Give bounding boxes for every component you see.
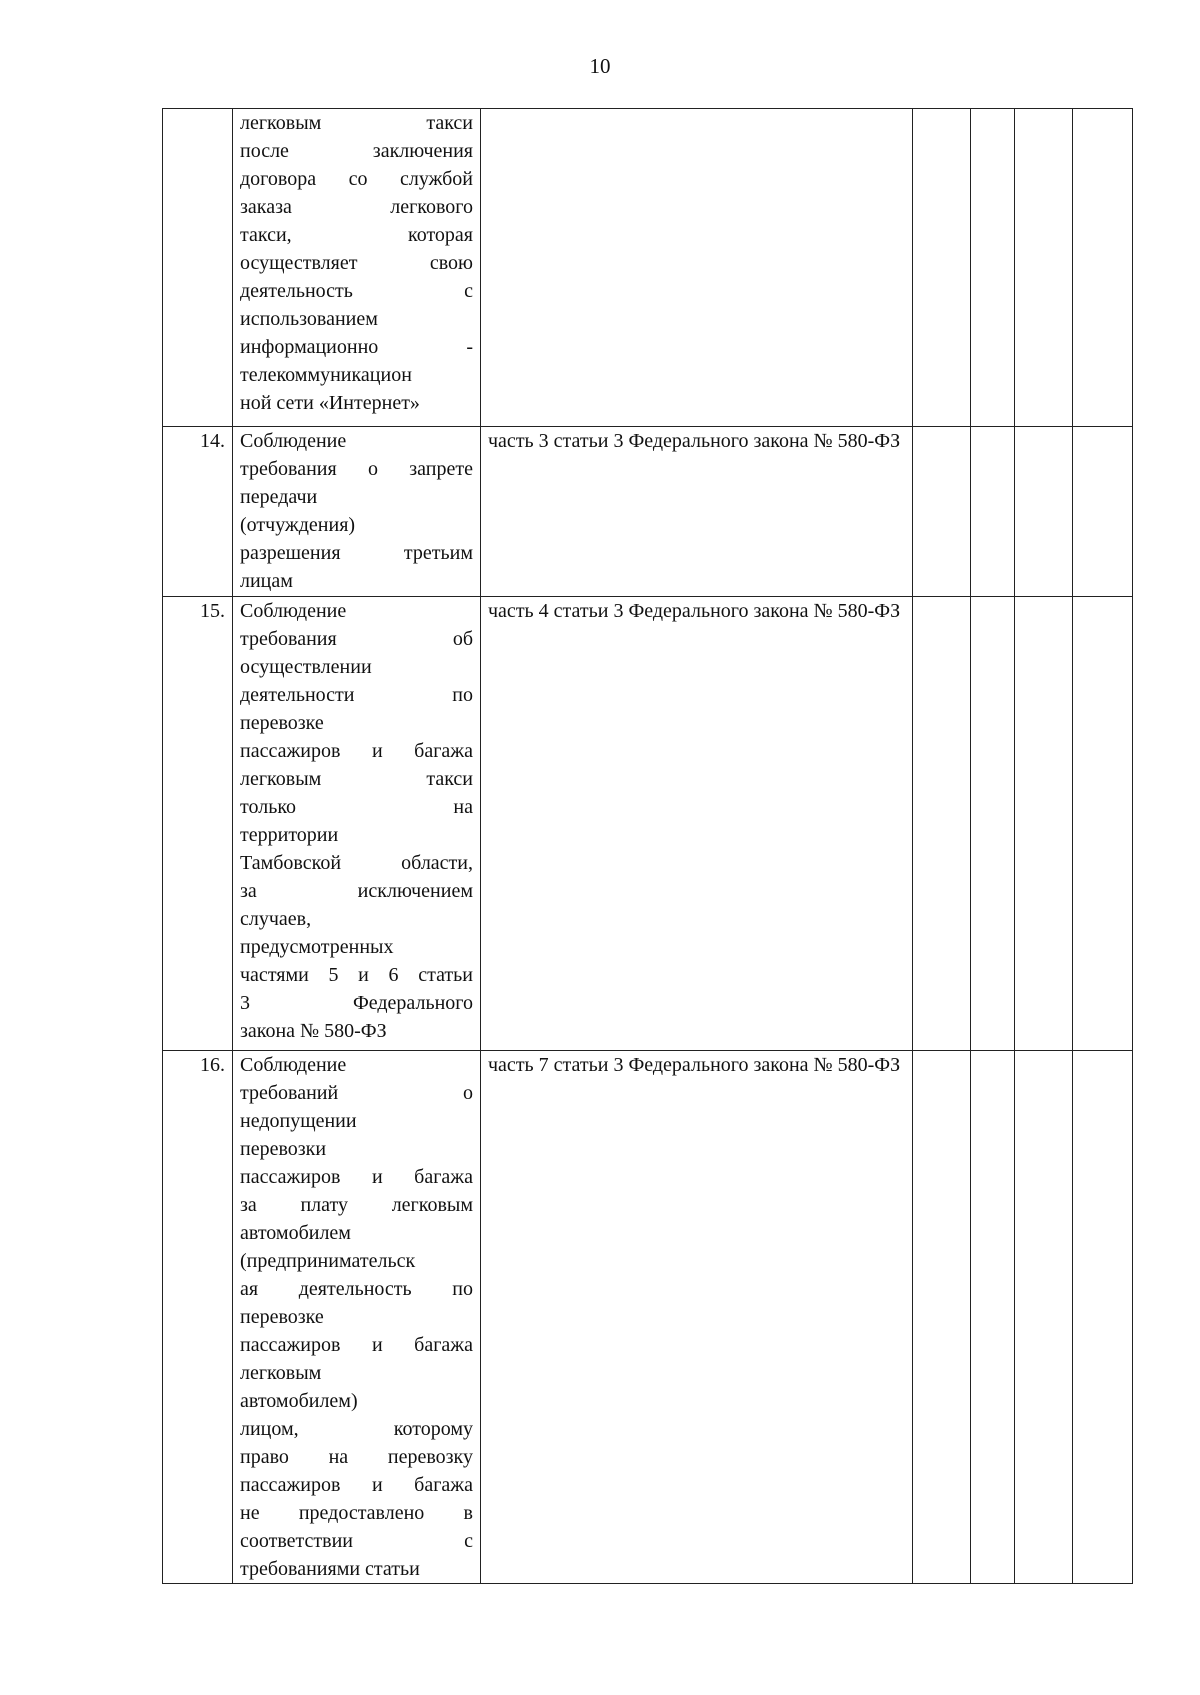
answer-no-cell [971, 109, 1015, 427]
note-cell [1073, 109, 1133, 427]
requirement-line: заказа легкового [240, 196, 473, 218]
requirement-line: Соблюдение [240, 430, 347, 452]
requirement-line: Соблюдение [240, 600, 347, 622]
requirement-line: не предоставлено в [240, 1502, 473, 1524]
requirement-cell [233, 597, 481, 1051]
not-applicable-cell [1015, 597, 1073, 1051]
requirement-line: закона № 580-ФЗ [240, 1020, 387, 1042]
row-number: 14. [163, 427, 233, 597]
table-row [163, 1051, 1133, 1584]
not-applicable-cell [1015, 427, 1073, 597]
requirement-line: такси, которая [240, 224, 473, 246]
requirement-line: (отчуждения) [240, 514, 356, 536]
requirement-line: деятельности по [240, 684, 473, 706]
not-applicable-cell [1015, 1051, 1073, 1584]
table-row [163, 597, 1133, 1051]
requirement-line: (предпринимательск [240, 1250, 416, 1272]
requirement-line: пассажиров и багажа [240, 740, 473, 762]
answer-no-cell [971, 597, 1015, 1051]
requirement-cell [233, 427, 481, 597]
requirement-line: случаев, [240, 908, 312, 930]
requirement-cell [233, 1051, 481, 1584]
requirement-line: пассажиров и багажа [240, 1474, 473, 1496]
requirement-line: требований о [240, 1082, 473, 1104]
requirement-line: Соблюдение [240, 1054, 347, 1076]
not-applicable-cell [1015, 109, 1073, 427]
requirement-line: легковым [240, 1362, 322, 1384]
table-row [163, 427, 1133, 597]
requirement-line: перевозке [240, 712, 324, 734]
requirement-line: право на перевозку [240, 1446, 473, 1468]
legal-reference-cell: часть 3 статьи 3 Федерального закона № 580-ФЗ [481, 427, 913, 597]
requirement-line: легковым такси [240, 112, 473, 134]
requirement-line: 3 Федерального [240, 992, 473, 1014]
answer-yes-cell [913, 109, 971, 427]
answer-yes-cell [913, 597, 971, 1051]
requirement-line: перевозки [240, 1138, 327, 1160]
requirement-line: частями 5 и 6 статьи [240, 964, 473, 986]
row-number: 15. [163, 597, 233, 1051]
legal-reference-cell: часть 4 статьи 3 Федерального закона № 580-ФЗ [481, 597, 913, 1051]
legal-reference-cell [481, 109, 913, 427]
requirement-line: территории [240, 824, 339, 846]
requirement-line: за исключением [240, 880, 473, 902]
requirement-line: лицам [240, 570, 293, 592]
requirement-line: передачи [240, 486, 318, 508]
requirement-line: телекоммуникацион [240, 364, 412, 386]
requirement-line: автомобилем) [240, 1390, 358, 1412]
requirement-line: требования о запрете [240, 458, 473, 480]
answer-yes-cell [913, 427, 971, 597]
requirement-line: после заключения [240, 140, 473, 162]
row-number: 16. [163, 1051, 233, 1584]
requirement-line: автомобилем [240, 1222, 351, 1244]
requirement-line: недопущении [240, 1110, 357, 1132]
requirement-line: использованием [240, 308, 378, 330]
requirement-line: осуществляет свою [240, 252, 473, 274]
row-number [163, 109, 233, 427]
requirement-line: пассажиров и багажа [240, 1166, 473, 1188]
requirement-line: ая деятельность по [240, 1278, 473, 1300]
note-cell [1073, 1051, 1133, 1584]
requirement-line: Тамбовской области, [240, 852, 473, 874]
note-cell [1073, 597, 1133, 1051]
requirement-line: разрешения третьим [240, 542, 473, 564]
requirement-cell [233, 109, 481, 427]
requirement-line: договора со службой [240, 168, 473, 190]
requirement-line: требованиями статьи [240, 1558, 420, 1580]
requirement-line: предусмотренных [240, 936, 394, 958]
requirement-line: за плату легковым [240, 1194, 473, 1216]
requirement-line: пассажиров и багажа [240, 1334, 473, 1356]
answer-no-cell [971, 427, 1015, 597]
table-row [163, 109, 1133, 427]
checklist-table [162, 108, 1133, 1584]
requirement-line: осуществлении [240, 656, 372, 678]
answer-no-cell [971, 1051, 1015, 1584]
requirement-line: требования об [240, 628, 473, 650]
answer-yes-cell [913, 1051, 971, 1584]
requirement-line: информационно - [240, 336, 473, 358]
table-body [163, 109, 1133, 1584]
note-cell [1073, 427, 1133, 597]
page-number: 10 [589, 54, 611, 78]
requirement-line: легковым такси [240, 768, 473, 790]
requirement-line: соответствии с [240, 1530, 473, 1552]
requirement-line: лицом, которому [240, 1418, 473, 1440]
legal-reference-cell: часть 7 статьи 3 Федерального закона № 580-ФЗ [481, 1051, 913, 1584]
requirement-line: перевозке [240, 1306, 324, 1328]
requirement-line: ной сети «Интернет» [240, 392, 420, 414]
requirement-line: деятельность с [240, 280, 473, 302]
requirement-line: только на [240, 796, 473, 818]
